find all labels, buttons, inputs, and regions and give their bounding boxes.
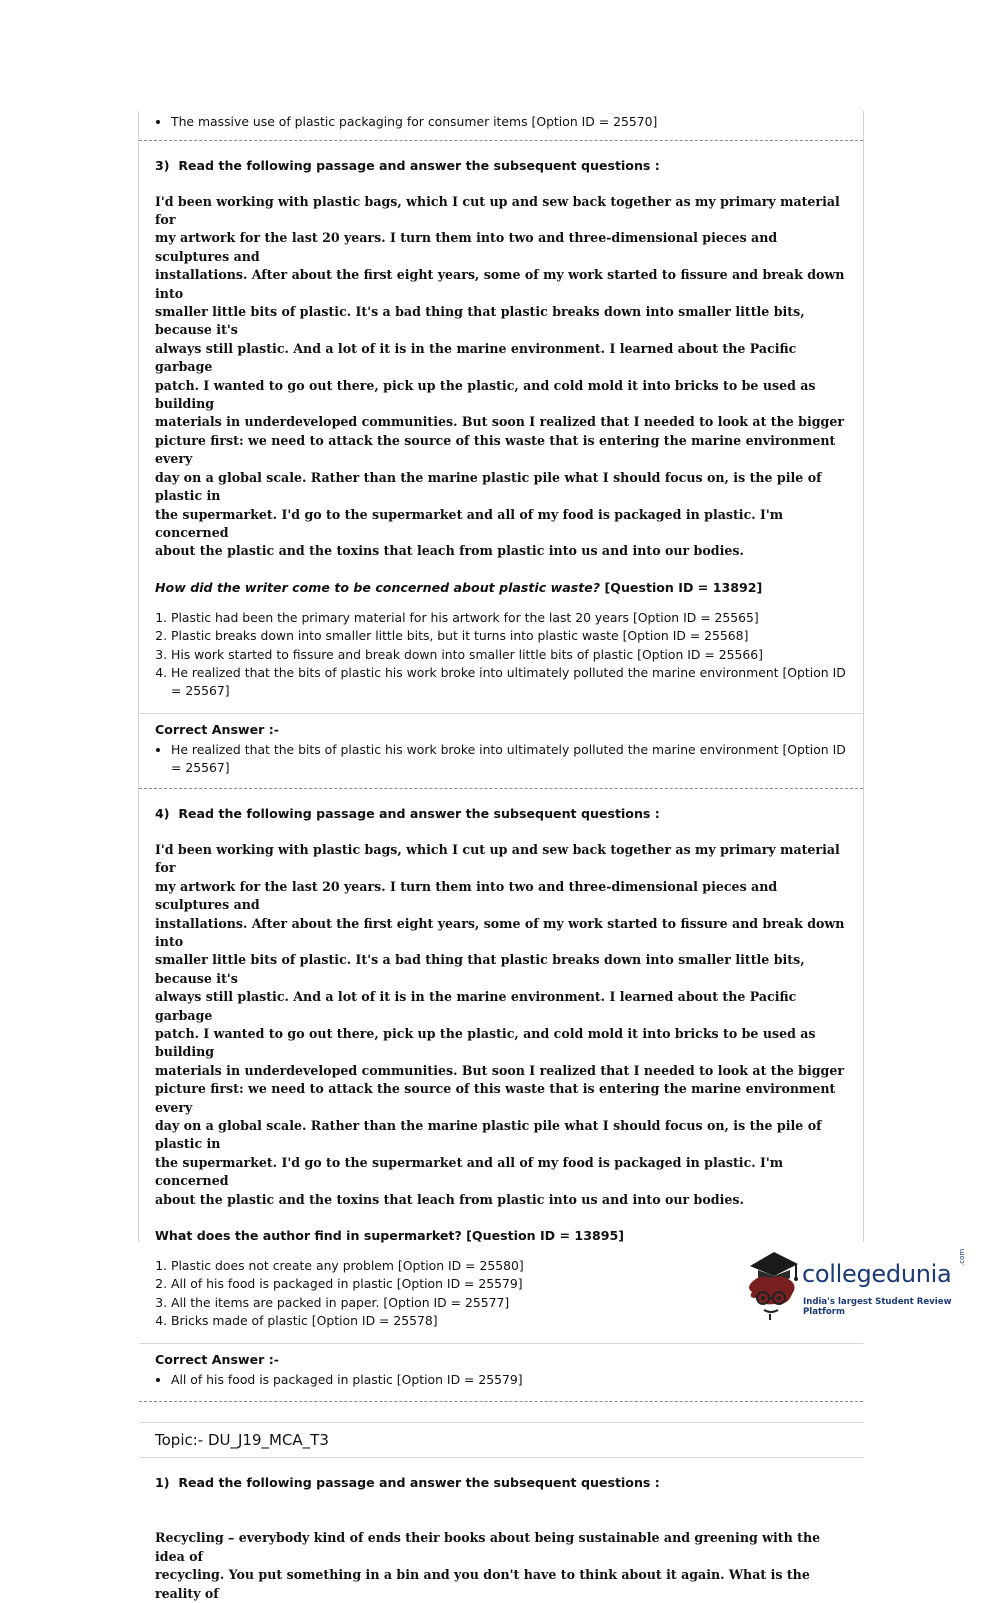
question-id: [Question ID = 13892]: [600, 579, 763, 595]
option-item: 2. All of his food is packaged in plastic [Option ID = 25579]: [171, 1275, 847, 1293]
correct-answer-item: • The massive use of plastic packaging for consumer items [Option ID = 25570]: [171, 113, 847, 132]
passage-line: smaller little bits of plastic. It's a bad thing that plastic breaks down into smaller little bits, because it's: [155, 952, 805, 986]
topic-header: [139, 1422, 863, 1458]
correct-answer-item: • He realized that the bits of plastic his work broke into ultimately polluted the marine environment [Option ID = 25567]: [171, 741, 847, 778]
option-item: 3. His work started to fissure and break down into smaller little bits of plastic [Option ID = 25566]: [171, 646, 847, 664]
question-heading-text: Read the following passage and answer the subsequent questions :: [178, 1475, 660, 1491]
brand-tagline: India's largest Student Review Platform: [803, 1297, 952, 1317]
correct-answer-label: Correct Answer :-: [155, 721, 279, 737]
question-4-passage: [155, 841, 847, 1209]
question-3-options: [155, 609, 847, 701]
passage-line: installations. After about the first eight years, some of my work started to fissure and break down into: [155, 267, 845, 301]
question-3-text: [155, 579, 847, 597]
passage-line: my artwork for the last 20 years. I turn them into two and three-dimensional pieces and sculptures and: [155, 878, 778, 913]
passage-line: about the plastic and the toxins that leach from plastic into us and into our bodies.: [155, 543, 744, 559]
passage-line: the supermarket. I'd go to the supermarket and all of my food is packaged in plastic. I'm concerned: [155, 1154, 784, 1189]
question-number: 4): [155, 805, 170, 821]
question-number: 3): [155, 157, 170, 173]
passage-line: picture first: we need to attack the source of this waste that is entering the marine environment every: [155, 432, 836, 467]
topic-title: Topic:- DU_J19_MCA_T3: [155, 1431, 329, 1450]
passage-line: my artwork for the last 20 years. I turn them into two and three-dimensional pieces and sculptures and: [155, 230, 778, 264]
mascot-icon: [740, 1248, 804, 1320]
document-sheet: [138, 111, 864, 1601]
brand-dotcom: .com: [958, 1248, 966, 1266]
passage-line: picture first: we need to attack the source of this waste that is entering the marine environment every: [155, 1081, 836, 1115]
question-3: [139, 141, 863, 714]
option-item: 4. Bricks made of plastic [Option ID = 25578]: [171, 1312, 847, 1330]
question-heading-text: Read the following passage and answer the subsequent questions :: [178, 805, 660, 821]
passage-line: always still plastic. And a lot of it is in the marine environment. I learned about the Pacific garbage: [155, 989, 797, 1023]
option-item: 4. He realized that the bits of plastic his work broke into ultimately polluted the marine environment [Option ID = 25567]: [171, 664, 847, 701]
question-4-correct-answer: [139, 1344, 863, 1403]
passage-line: day on a global scale. Rather than the marine plastic pile what I should focus on, is the pile of plastic in: [155, 1118, 822, 1152]
passage-line: Recycling – everybody kind of ends their books about being sustainable and greening with the idea of: [155, 1530, 821, 1564]
passage-line: smaller little bits of plastic. It's a bad thing that plastic breaks down into smaller little bits, because it's: [155, 304, 805, 338]
option-item: 2. Plastic breaks down into smaller little bits, but it turns into plastic waste [Option ID = 25568]: [171, 627, 847, 645]
passage-line: always still plastic. And a lot of it is in the marine environment. I learned about the Pacific garbage: [155, 340, 797, 375]
option-item: 3. All the items are packed in paper. [Option ID = 25577]: [171, 1294, 847, 1312]
option-item: 1. Plastic had been the primary material for his artwork for the last 20 years [Option ID = 25565]: [171, 609, 847, 627]
passage-line: I'd been working with plastic bags, which I cut up and sew back together as my primary material for: [155, 841, 840, 876]
previous-correct-answer: [139, 111, 863, 141]
option-item: 1. Plastic does not create any problem [Option ID = 25580]: [171, 1257, 847, 1275]
correct-answer-item: • All of his food is packaged in plastic [Option ID = 25579]: [171, 1371, 847, 1390]
question-4-text: What does the author find in supermarket? [Question ID = 13895]: [155, 1228, 625, 1244]
brand-name: collegedunia: [802, 1260, 952, 1288]
passage-line: installations. After about the first eight years, some of my work started to fissure and break down into: [155, 915, 845, 949]
question-italic: How did the writer come to be concerned about plastic waste?: [155, 579, 601, 595]
passage-line: materials in underdeveloped communities. But soon I realized that I needed to look at the bigger: [155, 414, 844, 430]
question-3-passage: [155, 193, 847, 561]
passage-line: about the plastic and the toxins that leach from plastic into us and into our bodies.: [155, 1191, 744, 1207]
passage-line: day on a global scale. Rather than the marine plastic pile what I should focus on, is the pile of plastic in: [155, 469, 822, 504]
question-1: [139, 1458, 863, 1603]
question-1-heading: [155, 1474, 847, 1492]
question-3-heading: [155, 157, 847, 175]
correct-answer-label: Correct Answer :-: [155, 1351, 279, 1367]
passage-line: recycling. You put something in a bin and you don't have to think about it again. What is the reality of: [155, 1567, 810, 1601]
question-4-heading: [155, 805, 847, 823]
passage-line: materials in underdeveloped communities. But soon I realized that I needed to look at the bigger: [155, 1062, 844, 1078]
question-3-correct-answer: [139, 714, 863, 789]
question-1-passage: [155, 1529, 847, 1603]
passage-line: patch. I wanted to go out there, pick up the plastic, and cold mold it into bricks to be used as building: [155, 377, 816, 412]
passage-line: the supermarket. I'd go to the supermarket and all of my food is packaged in plastic. I'm concerned: [155, 506, 784, 540]
question-heading-text: Read the following passage and answer the subsequent questions :: [178, 157, 660, 173]
passage-line: I'd been working with plastic bags, which I cut up and sew back together as my primary material for: [155, 193, 840, 227]
collegedunia-logo: [740, 1248, 970, 1320]
question-number: 1): [155, 1475, 170, 1491]
passage-line: patch. I wanted to go out there, pick up the plastic, and cold mold it into bricks to be used as building: [155, 1026, 816, 1060]
